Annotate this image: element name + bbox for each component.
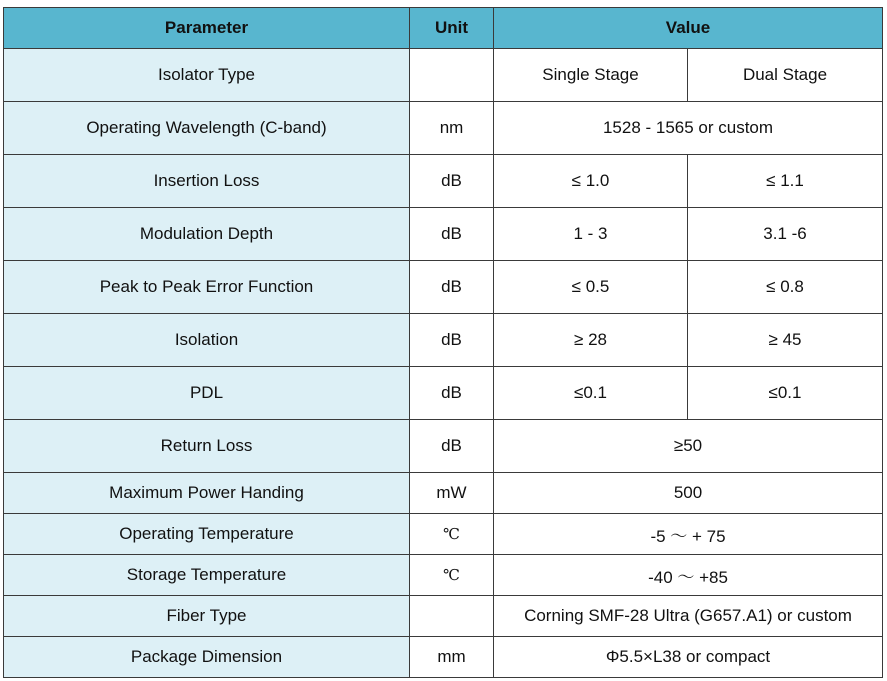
unit-cell: mm (410, 637, 494, 678)
unit-cell: dB (410, 420, 494, 473)
single-stage-cell: ≤ 1.0 (494, 155, 688, 208)
table-row (4, 637, 883, 678)
header-unit: Unit (410, 8, 494, 49)
param-cell: Peak to Peak Error Function (4, 261, 410, 314)
unit-cell: mW (410, 473, 494, 514)
unit-cell: dB (410, 155, 494, 208)
param-cell: Operating Temperature (4, 514, 410, 555)
dual-stage-cell: ≥ 45 (688, 314, 883, 367)
table-row (4, 49, 883, 102)
table-row (4, 261, 883, 314)
unit-cell: dB (410, 367, 494, 420)
single-stage-cell: ≤0.1 (494, 367, 688, 420)
value-cell: Φ5.5×L38 or compact (494, 637, 883, 678)
param-cell: PDL (4, 367, 410, 420)
single-stage-cell: Single Stage (494, 49, 688, 102)
value-cell: ≥50 (494, 420, 883, 473)
unit-cell: dB (410, 314, 494, 367)
table-row (4, 555, 883, 596)
table-row (4, 596, 883, 637)
param-cell: Insertion Loss (4, 155, 410, 208)
value-cell: -5 ～ + 75 (494, 514, 883, 555)
param-cell: Package Dimension (4, 637, 410, 678)
unit-cell: nm (410, 102, 494, 155)
table-row (4, 420, 883, 473)
single-stage-cell: 1 - 3 (494, 208, 688, 261)
value-cell: 500 (494, 473, 883, 514)
param-cell: Maximum Power Handing (4, 473, 410, 514)
table-row (4, 514, 883, 555)
param-cell: Isolation (4, 314, 410, 367)
header-row (4, 8, 883, 49)
param-cell: Return Loss (4, 420, 410, 473)
single-stage-cell: ≤ 0.5 (494, 261, 688, 314)
value-cell: -40 ～ +85 (494, 555, 883, 596)
header-parameter: Parameter (4, 8, 410, 49)
unit-cell: ℃ (410, 555, 494, 596)
param-cell: Fiber Type (4, 596, 410, 637)
table-row (4, 314, 883, 367)
dual-stage-cell: ≤ 1.1 (688, 155, 883, 208)
specification-table (3, 7, 883, 678)
table-row (4, 473, 883, 514)
table-row (4, 367, 883, 420)
dual-stage-cell: ≤0.1 (688, 367, 883, 420)
table-row (4, 102, 883, 155)
param-cell: Isolator Type (4, 49, 410, 102)
header-value: Value (494, 8, 883, 49)
dual-stage-cell: Dual Stage (688, 49, 883, 102)
param-cell: Modulation Depth (4, 208, 410, 261)
value-cell: Corning SMF-28 Ultra (G657.A1) or custom (494, 596, 883, 637)
value-cell: 1528 - 1565 or custom (494, 102, 883, 155)
table-row (4, 208, 883, 261)
dual-stage-cell: 3.1 -6 (688, 208, 883, 261)
unit-cell: dB (410, 208, 494, 261)
param-cell: Storage Temperature (4, 555, 410, 596)
unit-cell: dB (410, 261, 494, 314)
single-stage-cell: ≥ 28 (494, 314, 688, 367)
table-row (4, 155, 883, 208)
unit-cell: ℃ (410, 514, 494, 555)
unit-cell (410, 596, 494, 637)
param-cell: Operating Wavelength (C-band) (4, 102, 410, 155)
unit-cell (410, 49, 494, 102)
dual-stage-cell: ≤ 0.8 (688, 261, 883, 314)
